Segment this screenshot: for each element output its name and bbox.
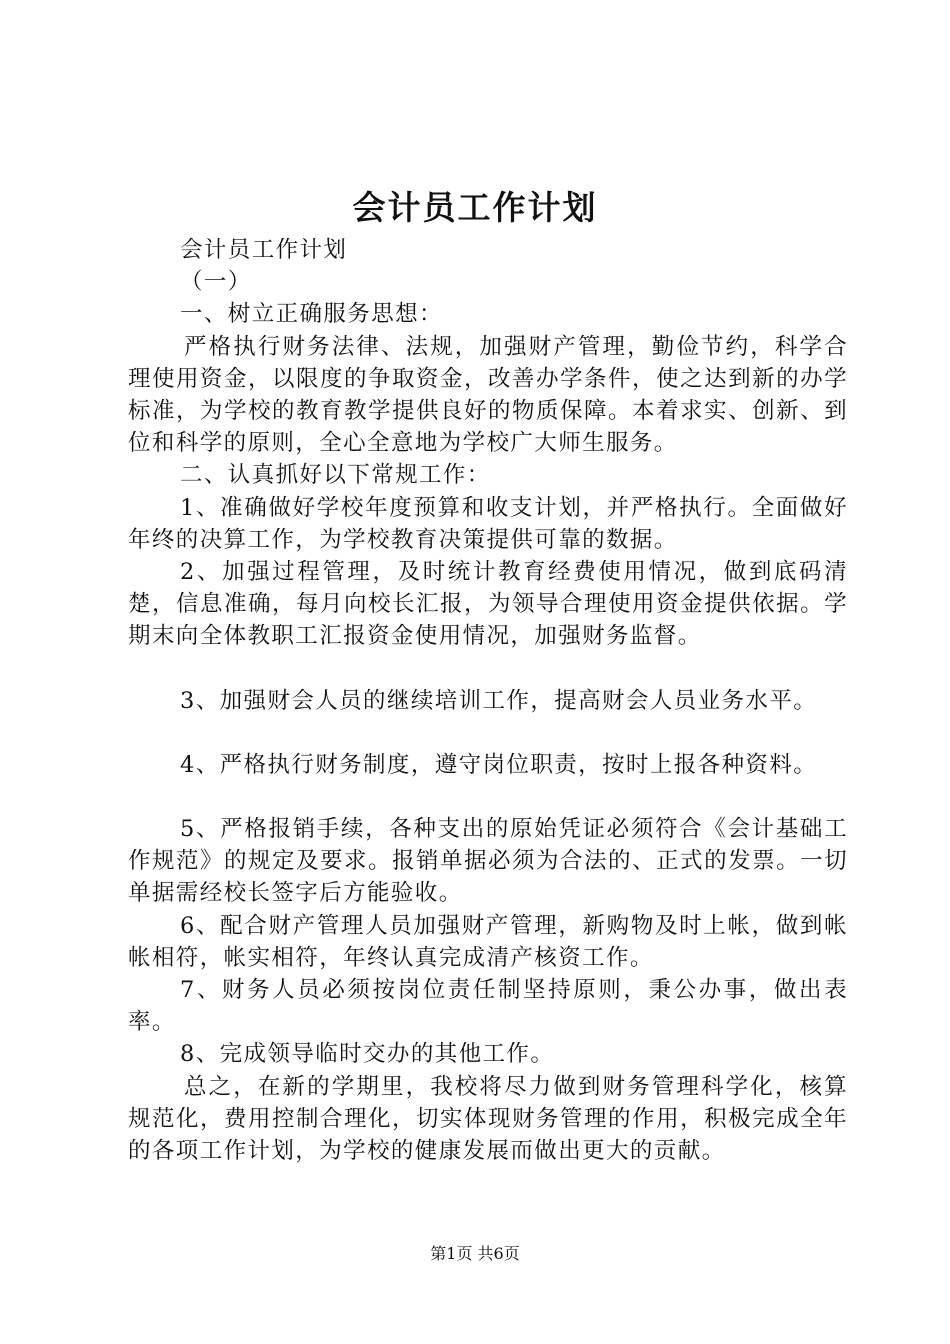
section-number: （一） bbox=[180, 269, 252, 296]
item-5: 5、严格报销手续，各种支出的原始凭证必须符合《会计基础工作规范》的规定及要求。报销单据必须为合法的、正式的发票。一切单据需经校长签字后方能验收。 bbox=[128, 816, 848, 907]
page-title: 会计员工作计划 bbox=[352, 188, 598, 227]
item-4: 4、严格执行财务制度，遵守岗位职责，按时上报各种资料。 bbox=[180, 751, 818, 778]
item-3: 3、加强财会人员的继续培训工作，提高财会人员业务水平。 bbox=[180, 687, 818, 714]
page-footer: 第1页 共6页 bbox=[430, 1244, 520, 1263]
item-6: 6、配合财产管理人员加强财产管理，新购物及时上帐，做到帐帐相符，帐实相符，年终认真完成清产核资工作。 bbox=[128, 912, 848, 971]
document-body bbox=[128, 234, 848, 1167]
item-8: 8、完成领导临时交办的其他工作。 bbox=[180, 1041, 555, 1068]
paragraph-summary: 总之，在新的学期里，我校将尽力做到财务管理科学化，核算规范化，费用控制合理化，切实体现财务管理的作用，积极完成全年的各项工作计划，为学校的健康发展而做出更大的贡献。 bbox=[128, 1073, 848, 1165]
paragraph-service-thought: 严格执行财务法律、法规，加强财产管理，勤俭节约，科学合理使用资金，以限度的争取资金，改善办学条件，使之达到新的办学标准，为学校的教育教学提供良好的物质保障。本着求实、创新、到位和科学的原则，全心全意地为学校广大师生服务。 bbox=[128, 333, 848, 457]
subtitle-paragraph: 会计员工作计划 bbox=[180, 237, 348, 263]
heading-routine-work: 二、认真抓好以下常规工作： bbox=[180, 462, 491, 489]
item-2: 2、加强过程管理，及时统计教育经费使用情况，做到底码清楚，信息准确，每月向校长汇报，为领导合理使用资金提供依据。学期末向全体教职工汇报资金使用情况，加强财务监督。 bbox=[128, 559, 848, 650]
item-1: 1、准确做好学校年度预算和收支计划，并严格执行。全面做好年终的决算工作，为学校教育决策提供可靠的数据。 bbox=[128, 494, 848, 553]
heading-service-thought: 一、树立正确服务思想： bbox=[180, 301, 443, 328]
item-7: 7、财务人员必须按岗位责任制坚持原则，秉公办事，做出表率。 bbox=[128, 977, 848, 1036]
